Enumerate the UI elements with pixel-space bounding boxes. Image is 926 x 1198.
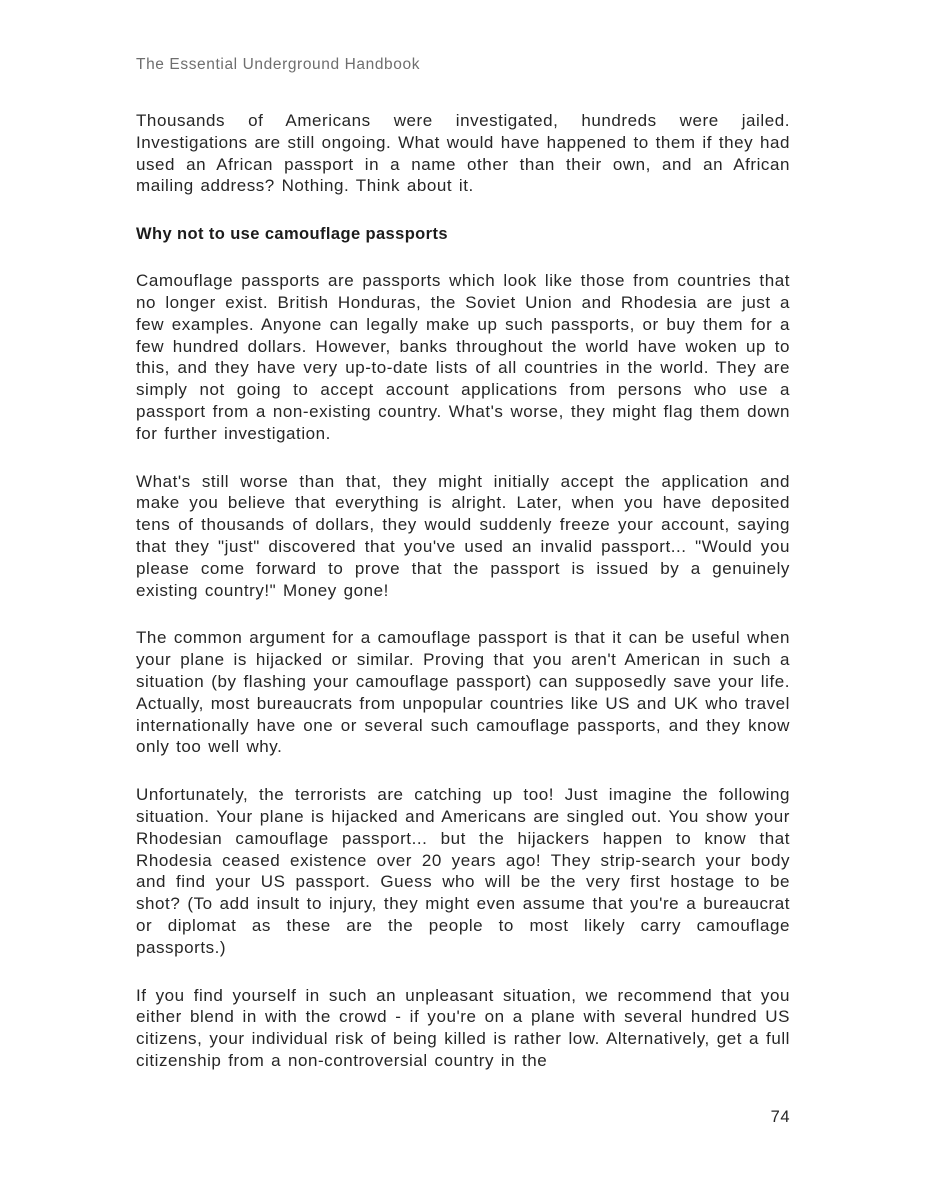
body-paragraph: Camouflage passports are passports which look like those from countries that no longer exist. British Honduras, the Soviet Union and Rhodesia are just a few examples. Anyone can legally make up such passports, or buy them for a few hundred dollars. However, banks throughout the world have woken up to this, and they have very up-to-date lists of all countries in the world. They are simply not going to accept account applications from persons who use a passport from a non-existing country. What's worse, they might flag them down for further investigation. — [136, 271, 790, 443]
section-heading: Why not to use camouflage passports — [136, 225, 448, 244]
body-paragraph: If you find yourself in such an unpleasant situation, we recommend that you either blend in with the crowd - if you're on a plane with several hundred US citizens, your individual risk of being killed is rather low. Alternatively, get a full citizenship from a non-controversial country in the — [136, 985, 790, 1070]
page-content — [136, 56, 790, 1127]
body-paragraph: The common argument for a camouflage passport is that it can be useful when your plane is hijacked or similar. Proving that you aren't American in such a situation (by flashing your camouflage passport) can supposedly save your life. Actually, most bureaucrats from unpopular countries like US and UK who travel internationally have one or several such camouflage passports, and they know only too well why. — [136, 628, 790, 757]
body-paragraph: Unfortunately, the terrorists are catching up too! Just imagine the following situation. Your plane is hijacked and Americans are singled out. You show your Rhodesian camouflage passport... but the hijackers happen to know that Rhodesia ceased existence over 20 years ago! They strip-search your body and find your US passport. Guess who will be the very first hostage to be shot? (To add insult to injury, they might even assume that you're a bureaucrat or diplomat as these are the people to most likely carry camouflage passports.) — [136, 785, 790, 957]
page-number: 74 — [770, 1107, 790, 1126]
running-header: The Essential Underground Handbook — [136, 56, 421, 73]
intro-paragraph: Thousands of Americans were investigated, hundreds were jailed. Investigations are still ongoing. What would have happened to them if they had used an African passport in a name other than their own, and an African mailing address? Nothing. Think about it. — [136, 111, 790, 196]
body-paragraph: What's still worse than that, they might initially accept the application and make you believe that everything is alright. Later, when you have deposited tens of thousands of dollars, they would suddenly freeze your account, saying that they "just" discovered that you've used an invalid passport... "Would you please come forward to prove that the passport is issued by a genuinely existing country!" Money gone! — [136, 471, 790, 600]
